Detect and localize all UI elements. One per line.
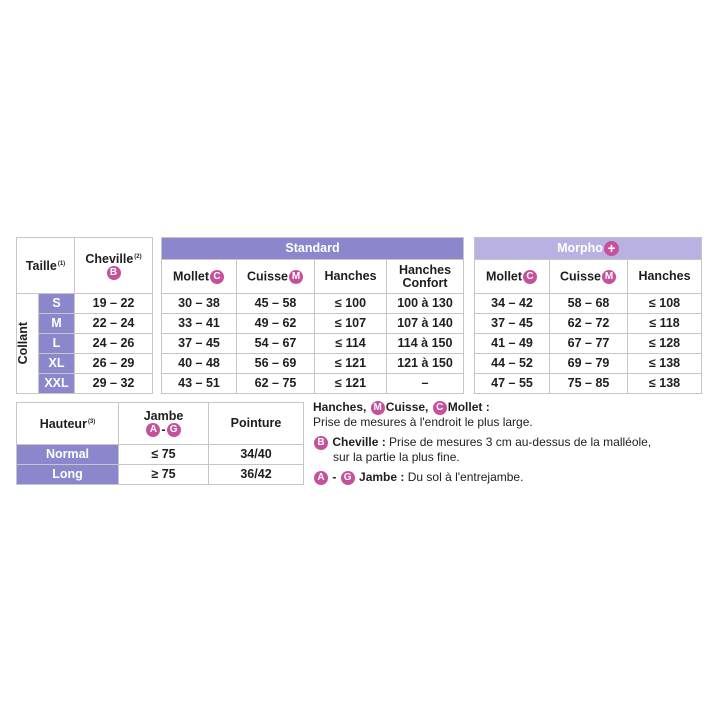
table-cell: 56 – 69 [237, 354, 315, 374]
table-cell: 67 – 77 [550, 334, 628, 354]
table-cell: 58 – 68 [550, 294, 628, 314]
badge-g-icon: G [341, 471, 355, 485]
row-label: Long [17, 465, 119, 485]
badge-m-icon: M [371, 401, 385, 415]
cheville-value: 19 – 22 [75, 294, 153, 314]
table-cell: 37 – 45 [162, 334, 237, 354]
morpho-title: Morpho + [475, 238, 702, 260]
table-cell: 47 – 55 [475, 374, 550, 394]
table-cell: 43 – 51 [162, 374, 237, 394]
table-cell: 100 à 130 [387, 294, 464, 314]
table-cell: 44 – 52 [475, 354, 550, 374]
measurement-notes [313, 400, 713, 490]
table-cell: ≤ 114 [315, 334, 387, 354]
table-cell: ≤ 75 [119, 445, 209, 465]
table-cell: 62 – 75 [237, 374, 315, 394]
badge-b-icon: B [107, 266, 121, 280]
hanches-header: Hanches [628, 260, 702, 294]
table-cell: 41 – 49 [475, 334, 550, 354]
badge-a-icon: A [314, 471, 328, 485]
note-jambe: A - G Jambe : Du sol à l'entrejambe. [313, 470, 713, 485]
badge-a-icon: A [146, 423, 160, 437]
pointure-header: Pointure [209, 403, 304, 445]
hauteur-header: Hauteur$^{(3)}$ [17, 403, 119, 445]
cheville-value: 24 – 26 [75, 334, 153, 354]
table-cell: ≤ 138 [628, 354, 702, 374]
cheville-value: 26 – 29 [75, 354, 153, 374]
hanches-header: Hanches [315, 260, 387, 294]
table-cell: 40 – 48 [162, 354, 237, 374]
badge-c-icon: C [210, 270, 224, 284]
table-cell: ≤ 108 [628, 294, 702, 314]
cheville-header: Cheville$^{(2)}$ B [75, 238, 153, 294]
badge-c-icon: C [433, 401, 447, 415]
size-label: L [39, 334, 75, 354]
taille-header: Taille$^{(1)}$ [17, 238, 75, 294]
table-cell: ≤ 118 [628, 314, 702, 334]
note-hanches-cuisse-mollet: Hanches, M Cuisse, C Mollet : Prise de mesures à l'endroit le plus large. [313, 400, 533, 429]
morpho-table [474, 237, 702, 394]
table-cell: ≤ 121 [315, 354, 387, 374]
note-cheville: B Cheville : Prise de mesures 3 cm au-dessus de la malléole, sur la partie la plus fine. [313, 435, 713, 465]
table-cell: – [387, 374, 464, 394]
table-cell: 36/42 [209, 465, 304, 485]
table-cell: 33 – 41 [162, 314, 237, 334]
cheville-value: 22 – 24 [75, 314, 153, 334]
size-label: M [39, 314, 75, 334]
row-label: Normal [17, 445, 119, 465]
badge-g-icon: G [167, 423, 181, 437]
size-label: XL [39, 354, 75, 374]
hanches-confort-header: Hanches Confort [387, 260, 464, 294]
jambe-header: Jambe A - G [119, 403, 209, 445]
standard-table [161, 237, 464, 394]
size-label: S [39, 294, 75, 314]
table-cell: 75 – 85 [550, 374, 628, 394]
table-cell: ≤ 100 [315, 294, 387, 314]
table-cell: 49 – 62 [237, 314, 315, 334]
table-cell: ≤ 128 [628, 334, 702, 354]
cuisse-header: Cuisse M [550, 260, 628, 294]
badge-c-icon: C [523, 270, 537, 284]
cuisse-header: Cuisse M [237, 260, 315, 294]
plus-icon: + [604, 241, 619, 256]
table-cell: 54 – 67 [237, 334, 315, 354]
badge-m-icon: M [602, 270, 616, 284]
mollet-header: Mollet C [475, 260, 550, 294]
table-cell: ≤ 138 [628, 374, 702, 394]
collant-label: Collant [17, 294, 39, 394]
table-cell: 34/40 [209, 445, 304, 465]
badge-m-icon: M [289, 270, 303, 284]
badge-b-icon: B [314, 436, 328, 450]
table-cell: 121 à 150 [387, 354, 464, 374]
cheville-value: 29 – 32 [75, 374, 153, 394]
table-cell: 107 à 140 [387, 314, 464, 334]
mollet-header: Mollet C [162, 260, 237, 294]
size-label: XXL [39, 374, 75, 394]
table-cell: 69 – 79 [550, 354, 628, 374]
table-cell: 37 – 45 [475, 314, 550, 334]
table-cell: ≥ 75 [119, 465, 209, 485]
standard-title: Standard [162, 238, 464, 260]
table-cell: ≤ 121 [315, 374, 387, 394]
table-cell: 34 – 42 [475, 294, 550, 314]
table-cell: 114 à 150 [387, 334, 464, 354]
table-cell: 30 – 38 [162, 294, 237, 314]
hauteur-table [16, 402, 304, 485]
table-cell: 45 – 58 [237, 294, 315, 314]
size-table [16, 237, 153, 394]
table-cell: 62 – 72 [550, 314, 628, 334]
table-cell: ≤ 107 [315, 314, 387, 334]
